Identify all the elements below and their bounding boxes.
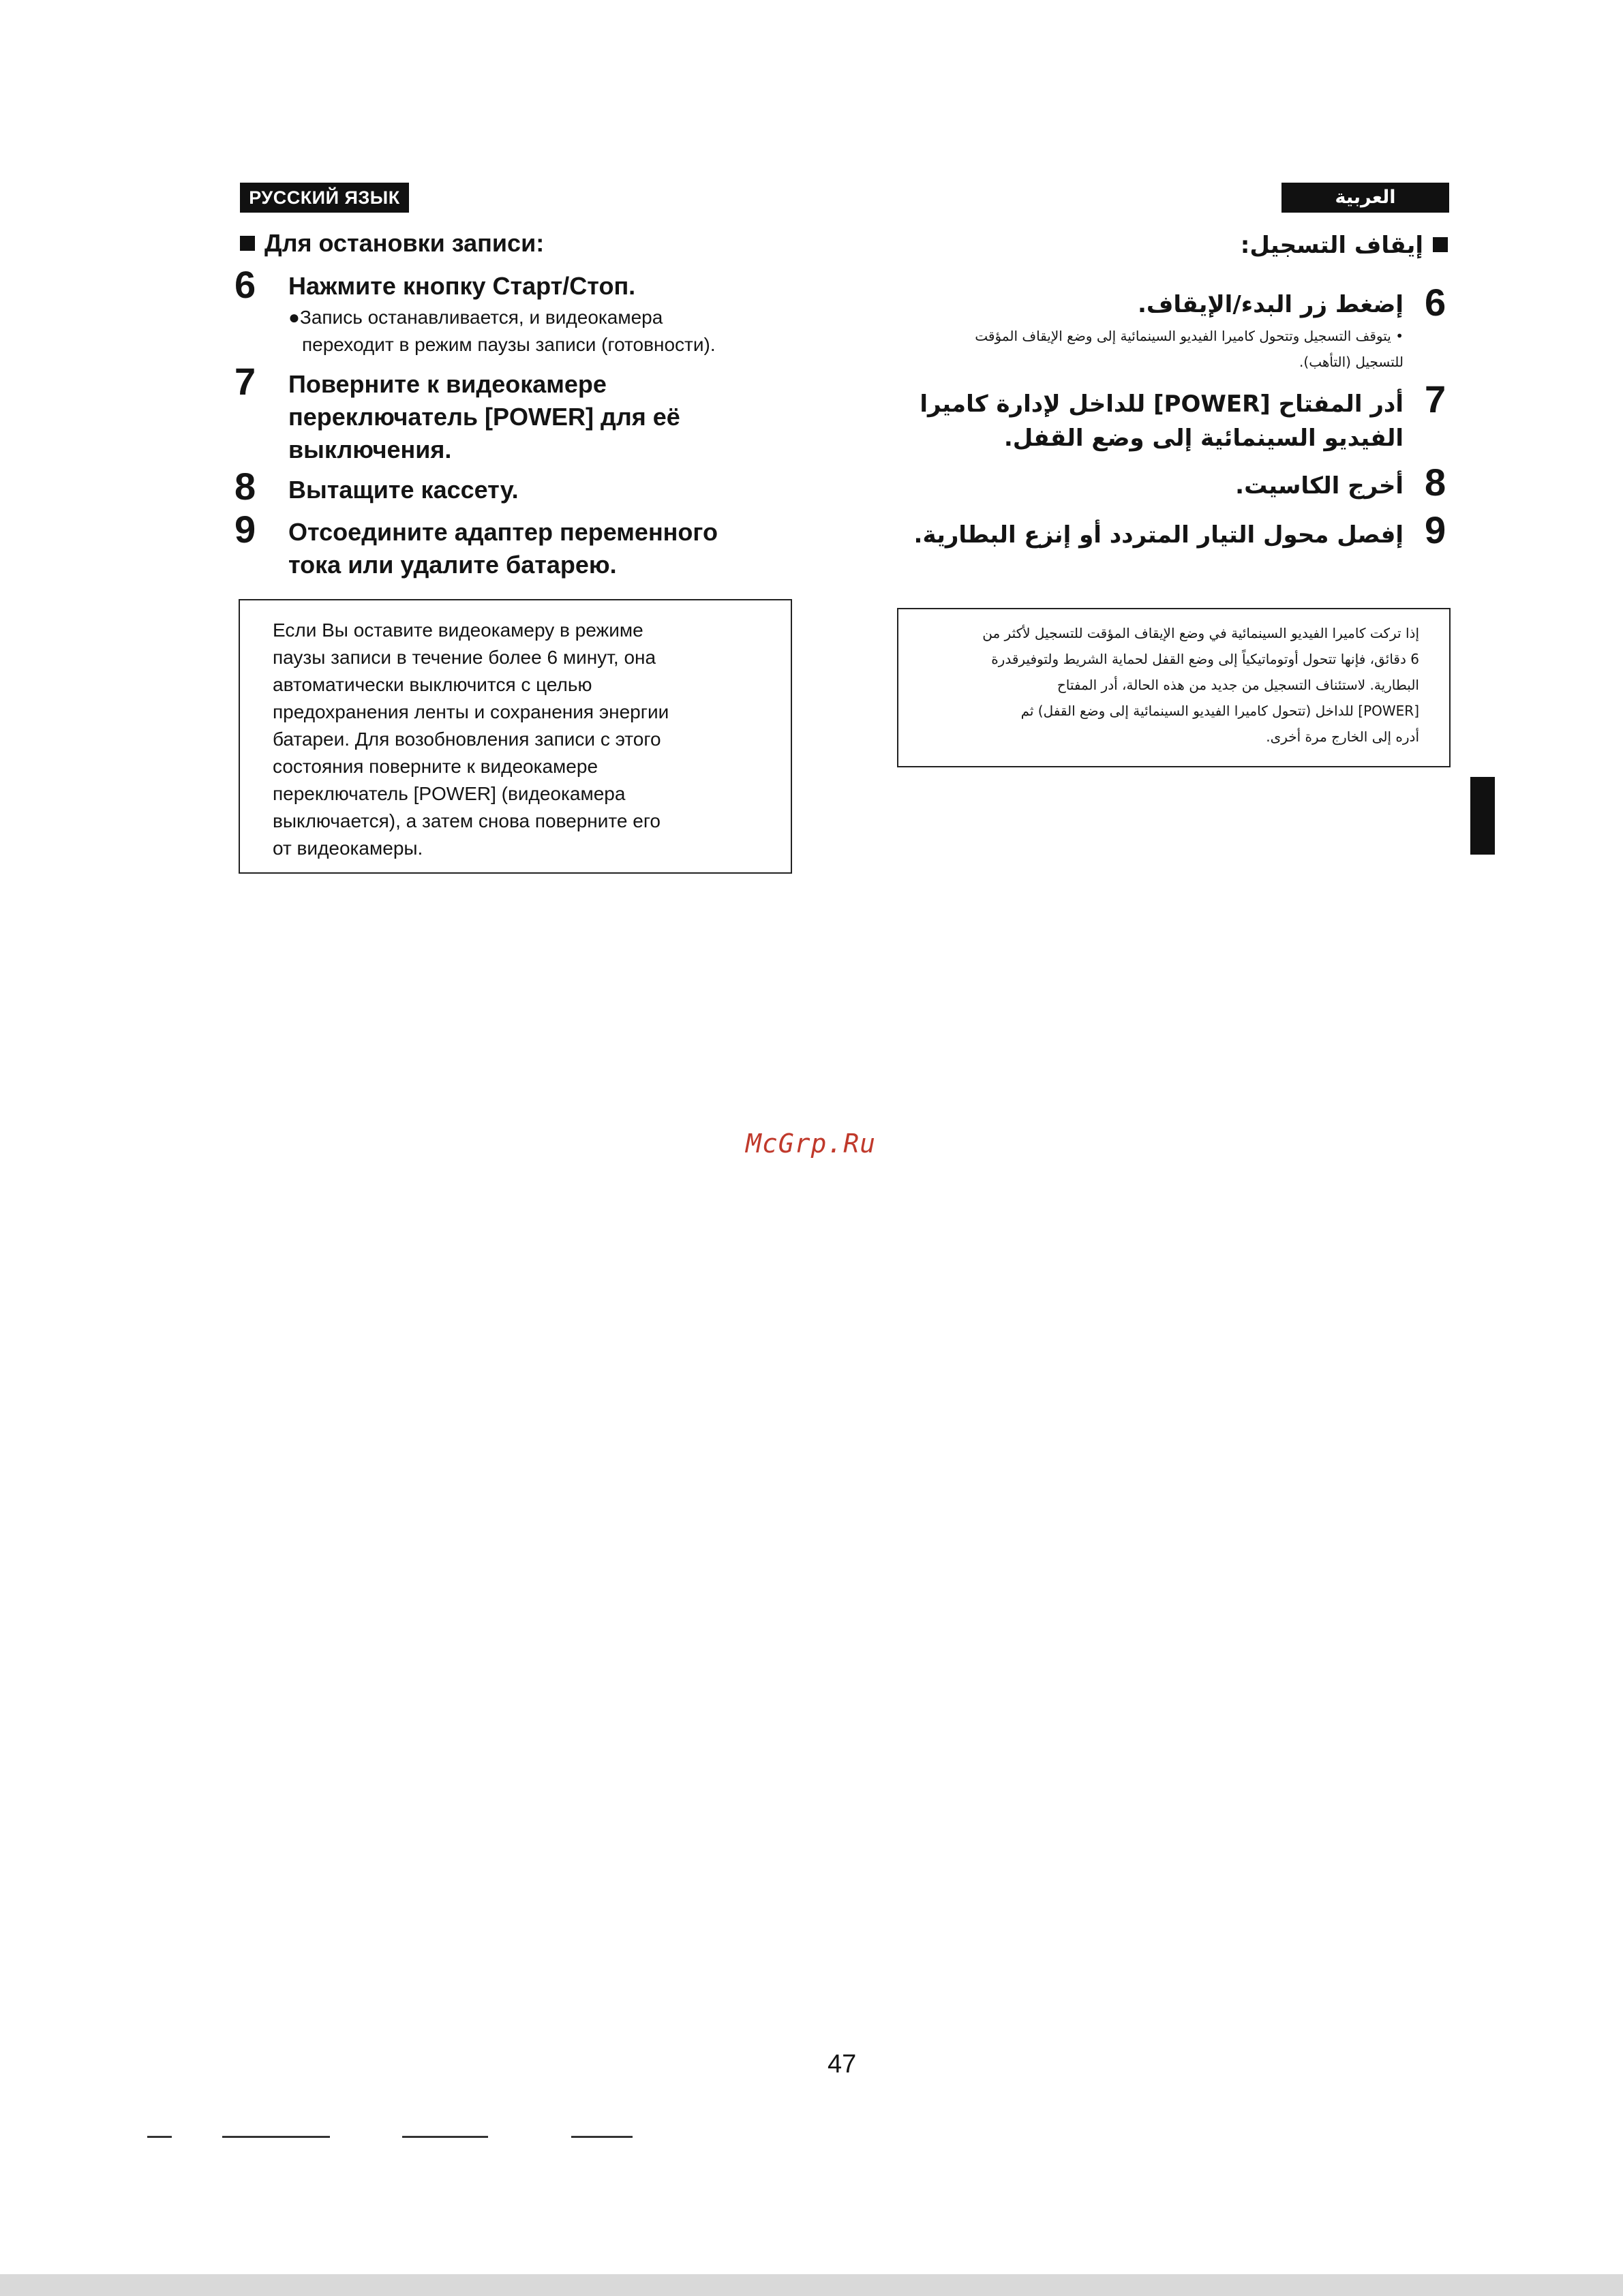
- russian-info-text: [273, 617, 791, 862]
- arabic-step-number-7: 7: [1425, 378, 1446, 420]
- arabic-info-text: [982, 620, 1419, 750]
- russian-step-9-line: тока или удалите батарею.: [288, 551, 617, 579]
- arabic-info-line: البطارية. لاستئناف التسجيل من جديد من هذه الحالة، أدر المفتاح: [1057, 677, 1419, 693]
- russian-info-line: автоматически выключится с целью: [273, 674, 592, 695]
- russian-info-line: паузы записи в течение более 6 минут, она: [273, 647, 656, 668]
- russian-note-line: переходит в режим паузы записи (готовности).: [302, 334, 716, 355]
- russian-step-9-line: Отсоедините адаптер переменного: [288, 518, 718, 546]
- arabic-step-8-line: أخرج الكاسيت.: [1235, 472, 1404, 500]
- arabic-step-9-text: [914, 518, 1404, 552]
- russian-step-7-text: [288, 368, 680, 466]
- russian-info-line: предохранения ленты и сохранения энергии: [273, 701, 669, 722]
- russian-step-8-text: [288, 474, 519, 506]
- scan-bottom-edge: [0, 2274, 1623, 2296]
- arabic-note-line: • يتوقف التسجيل وتتحول كاميرا الفيديو السينمائية إلى وضع الإيقاف المؤقت: [975, 328, 1404, 344]
- square-bullet-icon: [240, 236, 255, 251]
- scan-dash-mark: [571, 2136, 633, 2138]
- arabic-step-8-text: [1235, 469, 1404, 503]
- russian-step-number-8: 8: [234, 465, 256, 508]
- scan-dash-mark: [222, 2136, 330, 2138]
- arabic-step-7-line: الفيديو السينمائية إلى وضع القفل.: [1003, 425, 1404, 452]
- russian-step-number-7: 7: [234, 360, 256, 403]
- arabic-section-heading: [1241, 232, 1448, 259]
- russian-info-line: выключается), а затем снова поверните его: [273, 810, 661, 831]
- russian-info-line: батареи. Для возобновления записи с этого: [273, 729, 661, 750]
- arabic-step-6-text: [1138, 288, 1404, 322]
- arabic-language-tab: العربية: [1281, 183, 1449, 213]
- arabic-info-box: [897, 608, 1451, 767]
- russian-step-7-line: Поверните к видеокамере: [288, 370, 607, 398]
- russian-language-tab: РУССКИЙ ЯЗЫК: [240, 183, 409, 213]
- arabic-step-number-6: 6: [1425, 281, 1446, 324]
- arabic-info-line: [POWER] للداخل (تتحول كاميرا الفيديو السينمائية إلى وضع القفل) ثم: [1020, 703, 1419, 719]
- arabic-step-6-note: [975, 323, 1404, 375]
- russian-info-line: переключатель [POWER] (видеокамера: [273, 783, 626, 804]
- arabic-note-line: للتسجيل (التأهب).: [1299, 354, 1404, 370]
- russian-heading-text: Для остановки записи:: [264, 229, 545, 257]
- russian-step-number-9: 9: [234, 508, 256, 551]
- russian-note-line: ●Запись останавливается, и видеокамера: [288, 307, 663, 328]
- russian-section-heading: [240, 229, 544, 258]
- russian-info-line: состояния поверните к видеокамере: [273, 756, 598, 777]
- russian-info-box: [239, 599, 792, 874]
- russian-step-8-line: Вытащите кассету.: [288, 476, 519, 504]
- square-bullet-icon: [1433, 237, 1448, 252]
- arabic-step-7-line: أدر المفتاح [POWER] للداخل لإدارة كاميرا: [920, 391, 1404, 418]
- russian-info-line: от видеокамеры.: [273, 838, 423, 859]
- page-number: 47: [828, 2050, 857, 2079]
- watermark-text: McGrp.Ru: [746, 1129, 877, 1159]
- russian-step-number-6: 6: [234, 263, 256, 306]
- scan-dash-mark: [147, 2136, 172, 2138]
- scan-dash-mark: [402, 2136, 488, 2138]
- russian-info-line: Если Вы оставите видеокамеру в режиме: [273, 619, 643, 641]
- russian-step-7-line: переключатель [POWER] для её: [288, 403, 680, 431]
- arabic-heading-text: إيقاف التسجيل:: [1240, 232, 1423, 259]
- arabic-step-number-8: 8: [1425, 461, 1446, 504]
- russian-step-7-line: выключения.: [288, 435, 452, 463]
- russian-step-6-line: Нажмите кнопку Старт/Стоп.: [288, 272, 636, 300]
- arabic-step-number-9: 9: [1425, 508, 1446, 551]
- arabic-step-7-text: [920, 387, 1404, 455]
- arabic-info-line: 6 دقائق، فإنها تتحول أوتوماتيكياً إلى وضع القفل لحماية الشريط ولتوفيرقدرة: [991, 651, 1419, 667]
- russian-step-6-text: [288, 270, 635, 303]
- arabic-step-6-line: إضغط زر البدء/الإيقاف.: [1137, 291, 1404, 318]
- russian-step-9-text: [288, 516, 718, 581]
- page-edge-marker: [1470, 777, 1495, 855]
- arabic-info-line: إذا تركت كاميرا الفيديو السينمائية في وضع الإيقاف المؤقت للتسجيل لأكثر من: [982, 625, 1419, 641]
- russian-step-6-note: [288, 304, 716, 358]
- arabic-info-line: أدره إلى الخارج مرة أخرى.: [1266, 729, 1419, 745]
- arabic-step-9-line: إفصل محول التيار المتردد أو إنزع البطارية.: [913, 521, 1404, 549]
